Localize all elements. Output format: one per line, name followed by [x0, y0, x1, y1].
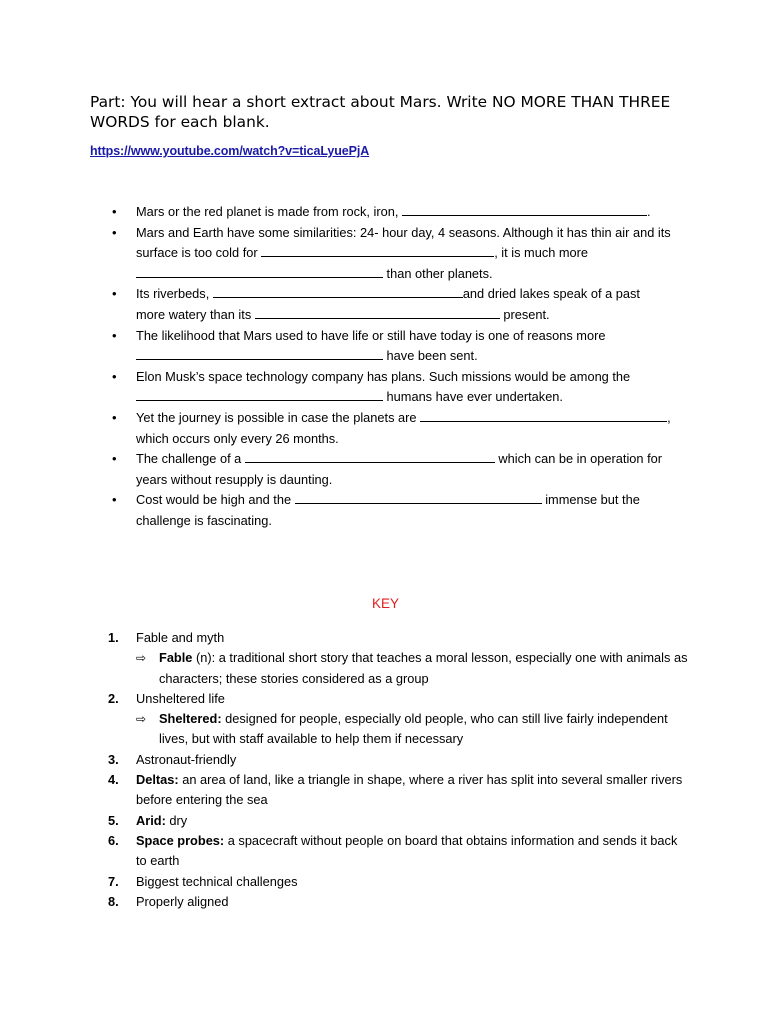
answer-item: 2. Unsheltered life ⇨ Sheltered: designed for people, especially old people, who can still live fairly independent lives, but with staff available to help them if necessary [108, 689, 688, 750]
answer-key-title: KEY [372, 596, 400, 611]
answer-key-list [108, 628, 688, 912]
arrow-icon: ⇨ [136, 712, 147, 727]
gap-fill-item: • The likelihood that Mars used to have life or still have today is one of reasons more have been sent. [112, 326, 672, 367]
answer-item: 8. Properly aligned [108, 892, 688, 912]
gap-fill-item: • Mars or the red planet is made from rock, iron, . [112, 202, 672, 223]
answer-number: 5. [108, 812, 119, 828]
answer-number: 7. [108, 873, 119, 889]
answer-number: 1. [108, 630, 119, 645]
answer-blank [402, 202, 647, 216]
gap-fill-item: • Cost would be high and the immense but the challenge is fascinating. [112, 490, 672, 531]
answer-blank [245, 449, 495, 463]
gap-fill-list [112, 202, 672, 532]
gap-fill-item: • Yet the journey is possible in case the planets are , which occurs only every 26 months. [112, 408, 672, 449]
answer-blank [213, 284, 463, 298]
answer-item: 3. Astronaut-friendly [108, 750, 688, 770]
definition: ⇨ Sheltered: designed for people, especially old people, who can still live fairly independent lives, but with staff available to help them if necessary [136, 711, 668, 747]
answer-blank [420, 408, 667, 422]
answer-number: 6. [108, 832, 119, 848]
answer-item: 4. Deltas: an area of land, like a triangle in shape, where a river has split into several smaller rivers before entering the sea [108, 772, 683, 808]
answer-blank [136, 264, 383, 278]
arrow-icon: ⇨ [136, 651, 147, 666]
answer-item: 1. Fable and myth ⇨ Fable (n): a traditional short story that teaches a moral lesson, especially one with animals as characters; these stories considered as a group [108, 628, 688, 689]
answer-item: 5. Arid: dry [108, 811, 688, 831]
answer-blank [136, 346, 383, 360]
gap-fill-item: • Elon Musk’s space technology company has plans. Such missions would be among the humans have ever undertaken. [112, 367, 672, 408]
answer-item: 7. Biggest technical challenges [108, 872, 688, 892]
answer-blank [255, 305, 500, 319]
answer-item: 6. Space probes: a spacecraft without people on board that obtains information and sends it back to earth [108, 832, 678, 869]
answer-blank [136, 387, 383, 401]
gap-fill-item: • The challenge of a which can be in operation for years without resupply is daunting. [112, 449, 672, 490]
gap-fill-item: • Mars and Earth have some similarities: 24- hour day, 4 seasons. Although it has thin air and its surface is too cold for , it is much more than other planets. [112, 223, 672, 285]
instructions-heading: Part: You will hear a short extract about Mars. Write NO MORE THAN THREE WORDS for each blank. [90, 93, 671, 131]
answer-number: 4. [108, 772, 119, 788]
answer-blank [261, 243, 494, 257]
answer-number: 8. [108, 893, 119, 909]
answer-number: 3. [108, 751, 119, 767]
definition: ⇨ Fable (n): a traditional short story that teaches a moral lesson, especially one with animals as characters; these stories considered as a group [136, 650, 688, 686]
answer-number: 2. [108, 690, 119, 706]
answer-blank [295, 490, 542, 504]
youtube-link[interactable]: https://www.youtube.com/watch?v=ticaLyuePjA [90, 144, 370, 158]
gap-fill-item: • Its riverbeds, and dried lakes speak of a past more watery than its present. [112, 284, 672, 325]
